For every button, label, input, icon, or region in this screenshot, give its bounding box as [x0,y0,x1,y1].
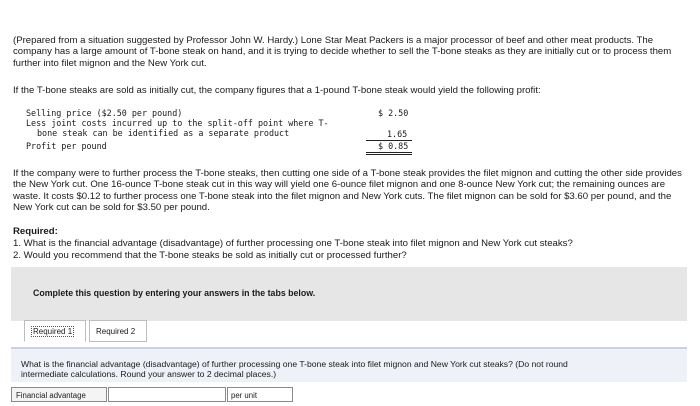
financial-advantage-input[interactable] [108,387,226,402]
question-text: What is the financial advantage (disadvantage) of further processing one T-bone steak into filet mignon and New York cut steaks? (Do not round intermediate calculations. Round your answer to 2 decimal places.) [21,359,568,379]
problem-intro: (Prepared from a situation suggested by Professor John W. Hardy.) Lone Star Meat Packers is a major processor of beef and other meat products. The company has a large amount of T-bone steak on hand, and it is trying to decide whether to sell the T-bone steaks as they are initially cut or to process them further into filet mignon and the New York cut. [13,35,672,69]
statement-total-double-line [366,152,412,155]
instructions-panel [11,267,687,321]
statement-row2-value: 1.65 [387,129,408,139]
answer-unit: per unit [227,387,293,402]
statement-row2-label-b: bone steak can be identified as a separate product [37,128,290,138]
statement-row3-label: Profit per pound [26,141,107,151]
answer-label: Financial advantage [11,387,107,402]
instructions-text: Complete this question by entering your answers in the tabs below. [33,288,316,298]
question-box [11,347,687,382]
tab-required-1-label: Required 1 [33,327,73,336]
tab-required-1[interactable] [24,320,86,342]
statement-row1-value: $ 2.50 [378,108,409,118]
tab-required-2[interactable] [89,320,147,342]
required-heading: Required: [13,226,58,237]
required-1-text: 1. What is the financial advantage (disadvantage) of further processing one T-bone steak into filet mignon and New York cut steaks? [13,238,573,249]
statement-row2-label-a: Less joint costs incurred up to the split-off point where T- [26,118,329,128]
statement-row3-value: $ 0.85 [378,141,409,151]
tab-required-2-label: Required 2 [96,327,136,336]
statement-row1-label: Selling price ($2.50 per pound) [26,108,183,118]
problem-further-processing: If the company were to further process the T-bone steaks, then cutting one side of a T-bone steak provides the filet mignon and cutting the other side provides the New York cut. One 16-ounce T-bone steak cut in this way will yield one 6-ounce filet mignon and one 8-ounce New York cut; the remaining ounces are waste. It costs $0.12 to further process one T-bone steak into the filet mignon and New York cuts. The filet mignon can be sold for $3.60 per pound, and the New York cut can be sold for $3.50 per pound. [13,168,682,214]
required-2-text: 2. Would you recommend that the T-bone steaks be sold as initially cut or processed further? [13,250,407,261]
problem-if-sold: If the T-bone steaks are sold as initially cut, the company figures that a 1-pound T-bone steak would yield the following profit: [13,85,541,96]
